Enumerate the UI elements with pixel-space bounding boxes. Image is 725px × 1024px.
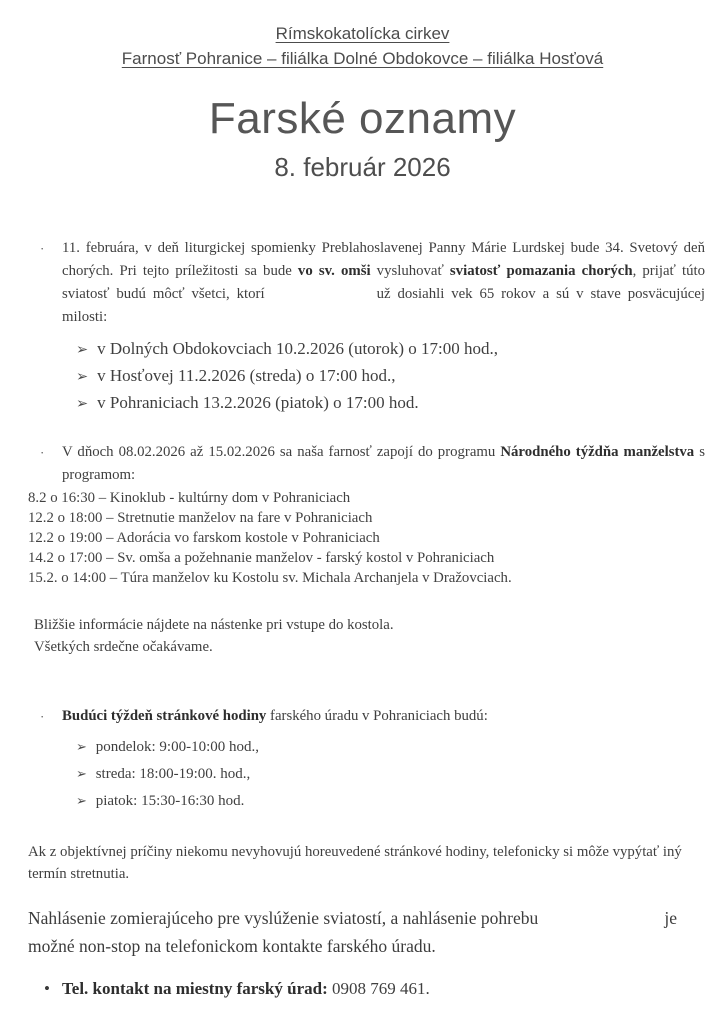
- office-hours-entry: piatok: 15:30-16:30 hod.: [95, 793, 245, 809]
- text-segment: Nahlásenie zomierajúceho pre vyslúženie sviatostí, a nahlásenie pohrebu: [28, 908, 539, 928]
- office-hours-list: [28, 734, 705, 815]
- anointing-schedule-list: [28, 336, 705, 417]
- arrow-bullet-icon: ➢: [76, 767, 87, 781]
- note-alternative-appointment: Ak z objektívnej príčiny niekomu nevyhovujú horeuvedené stránkové hodiny, telefonicky si môže vypýtať iný termín stretnutia.: [28, 844, 682, 882]
- text-segment: už dosiahli vek 65 rokov a sú v stave posväcujúcej milosti:: [62, 286, 705, 325]
- header-church-name: Rímskokatolícka cirkev: [275, 24, 450, 43]
- program-entry: 12.2 o 19:00 – Adorácia vo farskom kostole v Pohraniciach: [28, 530, 380, 546]
- document-body: [28, 237, 705, 1002]
- note-more-info: Bližšie informácie nájdete na nástenke pri vstupe do kostola.: [34, 617, 394, 633]
- announcement-sick-day-text: [62, 237, 705, 329]
- round-bullet-icon: •: [44, 979, 50, 998]
- document-header: [0, 0, 725, 71]
- list-item: [28, 734, 705, 761]
- announcement-marriage-week: [28, 441, 705, 487]
- text-segment: vysluhovať: [370, 263, 450, 279]
- text-segment-bold: vo sv. omši: [297, 263, 371, 279]
- office-hours-entry: streda: 18:00-19:00. hod.,: [95, 766, 251, 782]
- small-bullet-icon: ·: [40, 241, 45, 256]
- phone-contact-label: Tel. kontakt na miestny farský úrad:: [62, 979, 328, 998]
- program-entry: 15.2. o 14:00 – Túra manželov ku Kostolu sv. Michala Archanjela v Dražovciach.: [28, 570, 512, 586]
- phone-number: 0908 769 461.: [327, 979, 430, 998]
- page-date: 8. február 2026: [274, 152, 451, 182]
- arrow-bullet-icon: ➢: [76, 396, 89, 412]
- small-bullet-icon: ·: [40, 709, 45, 724]
- title-block: [0, 93, 725, 183]
- list-item: [28, 761, 705, 788]
- arrow-bullet-icon: ➢: [76, 740, 87, 754]
- header-parish-name: Farnosť Pohranice – filiálka Dolné Obdokovce – filiálka Hosťová: [121, 49, 604, 68]
- announcement-dying-notification: [28, 904, 705, 960]
- phone-contact-line: [28, 976, 705, 1002]
- program-entry: 12.2 o 18:00 – Stretnutie manželov na fare v Pohraniciach: [28, 510, 373, 526]
- text-segment: farského úradu v Pohraniciach budú:: [266, 708, 488, 724]
- small-bullet-icon: ·: [40, 445, 45, 460]
- marriage-week-program-list: [28, 488, 705, 588]
- text-segment: V dňoch 08.02.2026 až 15.02.2026 sa naša farnosť zapojí do programu: [62, 444, 501, 460]
- text-segment-bold: Národného týždňa manželstva: [500, 444, 695, 460]
- note-welcome: Všetkých srdečne očakávame.: [34, 639, 213, 655]
- text-segment: s programom:: [62, 444, 705, 483]
- schedule-entry: v Dolných Obdokovciach 10.2.2026 (utorok) o 17:00 hod.,: [97, 339, 498, 358]
- announcement-sick-day: [28, 237, 705, 329]
- text-segment: je: [664, 908, 677, 928]
- marriage-week-notes: [34, 614, 705, 658]
- list-item: [28, 390, 705, 417]
- announcement-office-hours: [28, 705, 705, 728]
- dying-notification-line1: [28, 904, 677, 932]
- page-title: Farské oznamy: [208, 94, 517, 143]
- program-entry: 14.2 o 17:00 – Sv. omša a požehnanie manželov - farský kostol v Pohraniciach: [28, 550, 495, 566]
- phone-contact-text: [62, 976, 430, 1002]
- text-segment: 11. februára, v deň liturgickej spomienky Preblahoslavenej Panny Márie Lurdskej bude 34. Svetový deň chorých. Pri tejto príležitosti sa bude: [62, 240, 705, 279]
- list-item: [28, 363, 705, 390]
- announcement-marriage-week-text: [62, 441, 705, 487]
- arrow-bullet-icon: ➢: [76, 342, 89, 358]
- office-hours-entry: pondelok: 9:00-10:00 hod.,: [95, 739, 260, 755]
- schedule-entry: v Hosťovej 11.2.2026 (streda) o 17:00 hod.,: [97, 366, 396, 385]
- text-segment: , prijať túto sviatosť budú môcť všetci, ktorí: [62, 263, 705, 302]
- list-item: [28, 336, 705, 363]
- arrow-bullet-icon: ➢: [76, 369, 89, 385]
- list-item: [28, 788, 705, 815]
- dying-notification-line2: možné non-stop na telefonickom kontakte farského úradu.: [28, 936, 436, 956]
- announcement-office-hours-text: [62, 705, 705, 728]
- program-entry: 8.2 o 16:30 – Kinoklub - kultúrny dom v Pohraniciach: [28, 490, 351, 506]
- schedule-entry: v Pohraniciach 13.2.2026 (piatok) o 17:00 hod.: [97, 393, 419, 412]
- text-segment-bold: sviatosť pomazania chorých: [449, 263, 633, 279]
- text-segment-bold: Budúci týždeň stránkové hodiny: [62, 708, 267, 724]
- arrow-bullet-icon: ➢: [76, 794, 87, 808]
